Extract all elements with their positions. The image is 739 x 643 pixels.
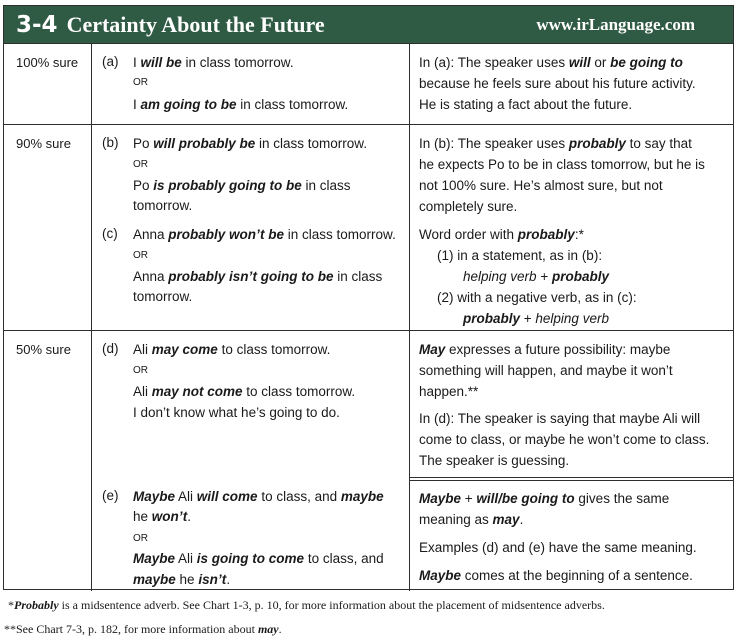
keyword: Probably (14, 598, 59, 612)
example-sentence (133, 383, 355, 400)
text: In (a): The speaker uses (419, 55, 569, 70)
row-50-percent (4, 330, 733, 591)
example-sentence (133, 341, 330, 358)
example-letter: (a) (102, 54, 119, 69)
text: Ali (133, 342, 152, 357)
certainty-label: 100% sure (16, 55, 79, 70)
text: Ali (175, 551, 197, 566)
explanation-line: something will happen, and maybe it won’t (419, 363, 673, 378)
certainty-label: 90% sure (16, 136, 71, 151)
example-sentence (133, 226, 396, 243)
or-label: OR (133, 365, 148, 376)
modal-phrase: probably isn’t going to be (168, 269, 334, 284)
text: in class tomorrow. (181, 55, 294, 70)
modal-phrase: maybe (133, 572, 176, 587)
footnote-1 (8, 598, 605, 613)
explanation-line: happen.** (419, 384, 479, 399)
text: to class, and (304, 551, 384, 566)
text: to say that (625, 136, 692, 151)
footnote-2 (4, 622, 282, 637)
example-sentence (133, 268, 382, 285)
example-sentence (133, 488, 384, 505)
explanation-line (419, 567, 693, 584)
text: to class tomorrow. (217, 342, 331, 357)
text: . (226, 572, 231, 587)
keyword: probably (463, 311, 521, 326)
explanation-line (419, 135, 692, 152)
or-label: OR (133, 250, 148, 261)
example-letter: (d) (102, 341, 119, 356)
text: I (133, 55, 141, 70)
divider (410, 477, 733, 481)
keyword: Maybe (419, 491, 462, 506)
keyword: probably (551, 269, 609, 284)
text: Word order with (419, 227, 518, 242)
text: Ali (133, 384, 152, 399)
modal-phrase: probably won’t be (168, 227, 285, 242)
text: is a midsentence adverb. See Chart 1-3, p. 10, for more information about the placement of midsentence adverbs. (58, 598, 605, 612)
text: to class, and (257, 489, 341, 504)
modal-phrase: will come (196, 489, 258, 504)
row-100-percent (4, 44, 733, 124)
word-order-item: (2) with a negative verb, as in (c): (437, 290, 637, 305)
modal-phrase: will be (140, 55, 182, 70)
word-order-heading (419, 226, 584, 243)
or-label: OR (133, 159, 148, 170)
explanation-cell (410, 331, 733, 591)
word-order-item: (1) in a statement, as in (b): (437, 248, 603, 263)
modal-phrase: maybe (340, 489, 384, 504)
examples-cell (92, 44, 410, 124)
label-cell (4, 331, 92, 591)
keyword: May (419, 342, 446, 357)
text: :* (574, 227, 584, 242)
explanation-cell (410, 125, 733, 331)
text: Po (133, 136, 154, 151)
text: **See Chart 7-3, p. 182, for more information about (4, 622, 258, 636)
modal-phrase: Maybe (133, 551, 176, 566)
example-letter: (c) (102, 226, 118, 241)
example-letter: (e) (102, 488, 119, 503)
explanation-line: he expects Po to be in class tomorrow, but he is (419, 157, 705, 172)
text: In (b): The speaker uses (419, 136, 569, 151)
explanation-line: completely sure. (419, 199, 518, 214)
text: Po (133, 178, 154, 193)
modal-phrase: won’t (151, 509, 188, 524)
example-sentence: I don’t know what he’s going to do. (133, 405, 340, 420)
explanation-line (419, 490, 669, 507)
explanation-line: because he feels sure about his future activity. (419, 76, 696, 91)
text: meaning as (419, 512, 493, 527)
example-sentence-cont (133, 571, 230, 588)
chart-title: Certainty About the Future (66, 11, 325, 37)
text: Ali (175, 489, 197, 504)
keyword: be going to (610, 55, 683, 70)
explanation-line: He is stating a fact about the future. (419, 97, 633, 112)
label-cell (4, 44, 92, 124)
or-label: OR (133, 77, 148, 88)
text: Anna (133, 269, 169, 284)
keyword: probably (568, 136, 626, 151)
explanation-line: Examples (d) and (e) have the same meaning. (419, 540, 697, 555)
keyword: probably (517, 227, 575, 242)
modal-phrase: will probably be (153, 136, 256, 151)
example-sentence-cont: tomorrow. (133, 198, 193, 213)
text: he (175, 572, 199, 587)
explanation-line (419, 54, 683, 71)
grammar-chart (3, 5, 734, 590)
example-sentence-cont: tomorrow. (133, 289, 193, 304)
example-sentence (133, 54, 294, 71)
text: in class (301, 178, 351, 193)
modal-phrase: Maybe (133, 489, 176, 504)
text: comes at the beginning of a sentence. (461, 568, 693, 583)
text: expresses a future possibility: maybe (445, 342, 671, 357)
explanation-line: The speaker is guessing. (419, 453, 570, 468)
text: gives the same (574, 491, 670, 506)
examples-cell (92, 125, 410, 331)
modal-phrase: may come (151, 342, 218, 357)
text: in class tomorrow. (255, 136, 368, 151)
keyword: will/be going to (476, 491, 575, 506)
explanation-cell (410, 44, 733, 124)
example-sentence (133, 550, 384, 567)
modal-phrase: isn’t (198, 572, 227, 587)
chart-header (4, 6, 733, 44)
example-letter: (b) (102, 135, 119, 150)
explanation-line (419, 341, 670, 358)
explanation-line: In (d): The speaker is saying that maybe Ali will (419, 411, 701, 426)
text: in class tomorrow. (236, 97, 349, 112)
text: or (590, 55, 611, 70)
or-label: OR (133, 533, 148, 544)
certainty-label: 50% sure (16, 342, 71, 357)
word-order-pattern (463, 310, 609, 327)
text: helping verb (535, 311, 609, 326)
example-sentence-cont (133, 508, 191, 525)
website-label: www.irLanguage.com (536, 14, 695, 34)
modal-phrase: is going to come (196, 551, 305, 566)
modal-phrase: is probably going to be (153, 178, 302, 193)
modal-phrase: may not come (151, 384, 243, 399)
text: . (187, 509, 192, 524)
example-sentence (133, 135, 367, 152)
keyword: may (492, 512, 520, 527)
label-cell (4, 125, 92, 331)
keyword: may (257, 622, 279, 636)
row-90-percent (4, 124, 733, 331)
text: + (536, 269, 552, 284)
text: . (278, 622, 282, 636)
text: + (461, 491, 477, 506)
text: he (133, 509, 152, 524)
explanation-line: come to class, or maybe he won’t come to class. (419, 432, 710, 447)
explanation-line (419, 511, 523, 528)
modal-phrase: am going to be (140, 97, 237, 112)
text: Anna (133, 227, 169, 242)
keyword: will (568, 55, 591, 70)
examples-cell (92, 331, 410, 591)
keyword: Maybe (419, 568, 462, 583)
word-order-pattern (463, 268, 609, 285)
explanation-line: not 100% sure. He’s almost sure, but not (419, 178, 663, 193)
chart-number: 3-4 (16, 11, 58, 38)
text: * (8, 598, 14, 612)
text: helping verb (463, 269, 537, 284)
text: in class tomorrow. (284, 227, 396, 242)
text: . (519, 512, 524, 527)
text: I (133, 97, 141, 112)
text: + (520, 311, 536, 326)
example-sentence (133, 177, 351, 194)
text: to class tomorrow. (242, 384, 356, 399)
text: in class (333, 269, 383, 284)
example-sentence (133, 96, 348, 113)
